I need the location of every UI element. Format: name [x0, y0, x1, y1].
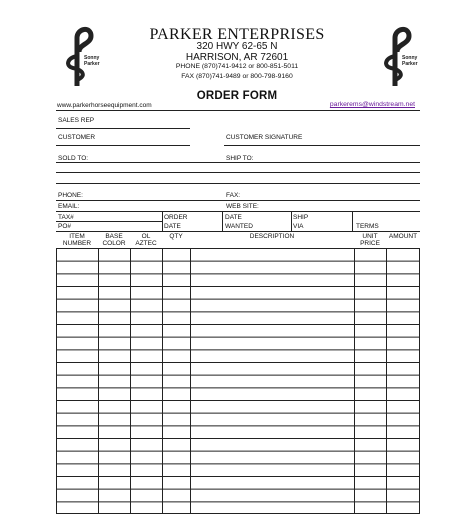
svg-text:Parker: Parker	[402, 61, 418, 67]
order-date-label: DATE	[164, 223, 181, 230]
col-header-ol-aztec: OL AZTEC	[135, 233, 157, 247]
ship-to-label: SHIP TO:	[226, 155, 254, 162]
customer-label: CUSTOMER	[58, 134, 96, 141]
address-line-2: HARRISON, AR 72601	[185, 52, 289, 63]
col-header-qty: QTY	[169, 233, 183, 240]
ship-label: SHIP	[293, 214, 309, 221]
tax-number-label: TAX#	[58, 214, 74, 221]
date-label: DATE	[225, 214, 242, 221]
web-site-label: WEB SITE:	[226, 203, 259, 210]
svg-text:Parker: Parker	[84, 61, 100, 67]
col-header-amount: AMOUNT	[388, 233, 418, 240]
col-header-description: DESCRIPTION	[249, 233, 295, 240]
website-link[interactable]: www.parkerhorseequipment.com	[57, 102, 152, 109]
via-label: VIA	[293, 223, 304, 230]
fax-line: FAX (870)741-9489 or 800-798-9160	[181, 73, 293, 80]
svg-text:Sonny: Sonny	[84, 55, 100, 61]
sold-to-field[interactable]	[56, 162, 420, 163]
order-label: ORDER	[164, 214, 188, 221]
phone-label: PHONE:	[58, 192, 83, 199]
customer-field[interactable]	[56, 145, 190, 146]
sales-rep-label: SALES REP	[58, 117, 95, 124]
sales-rep-field[interactable]	[56, 128, 190, 129]
col-header-base-color: BASE COLOR	[102, 233, 126, 247]
email-label: EMAIL:	[58, 203, 80, 210]
sold-to-label: SOLD TO:	[58, 155, 89, 162]
fax-label: FAX:	[226, 192, 241, 199]
col-header-item-number: ITEM NUMBER	[62, 233, 92, 247]
company-name: PARKER ENTERPRISES	[149, 26, 325, 43]
terms-label: TERMS	[356, 223, 379, 230]
customer-signature-field[interactable]	[224, 145, 420, 146]
col-header-unit-price: UNIT PRICE	[360, 233, 380, 247]
phone-line: PHONE (870)741-9412 or 800-851-5011	[175, 63, 299, 70]
email-web-field[interactable]	[56, 211, 420, 212]
form-title: ORDER FORM	[196, 90, 278, 102]
po-number-label: PO#	[58, 223, 72, 230]
address-line-1: 320 HWY 62-65 N	[196, 41, 278, 52]
wanted-label: WANTED	[225, 223, 253, 230]
email-link[interactable]: parkerems@windstream.net	[329, 101, 415, 108]
customer-signature-label: CUSTOMER SIGNATURE	[226, 134, 303, 141]
phone-fax-field[interactable]	[56, 200, 420, 201]
order-items-table	[56, 248, 420, 514]
svg-text:Sonny: Sonny	[402, 55, 418, 61]
